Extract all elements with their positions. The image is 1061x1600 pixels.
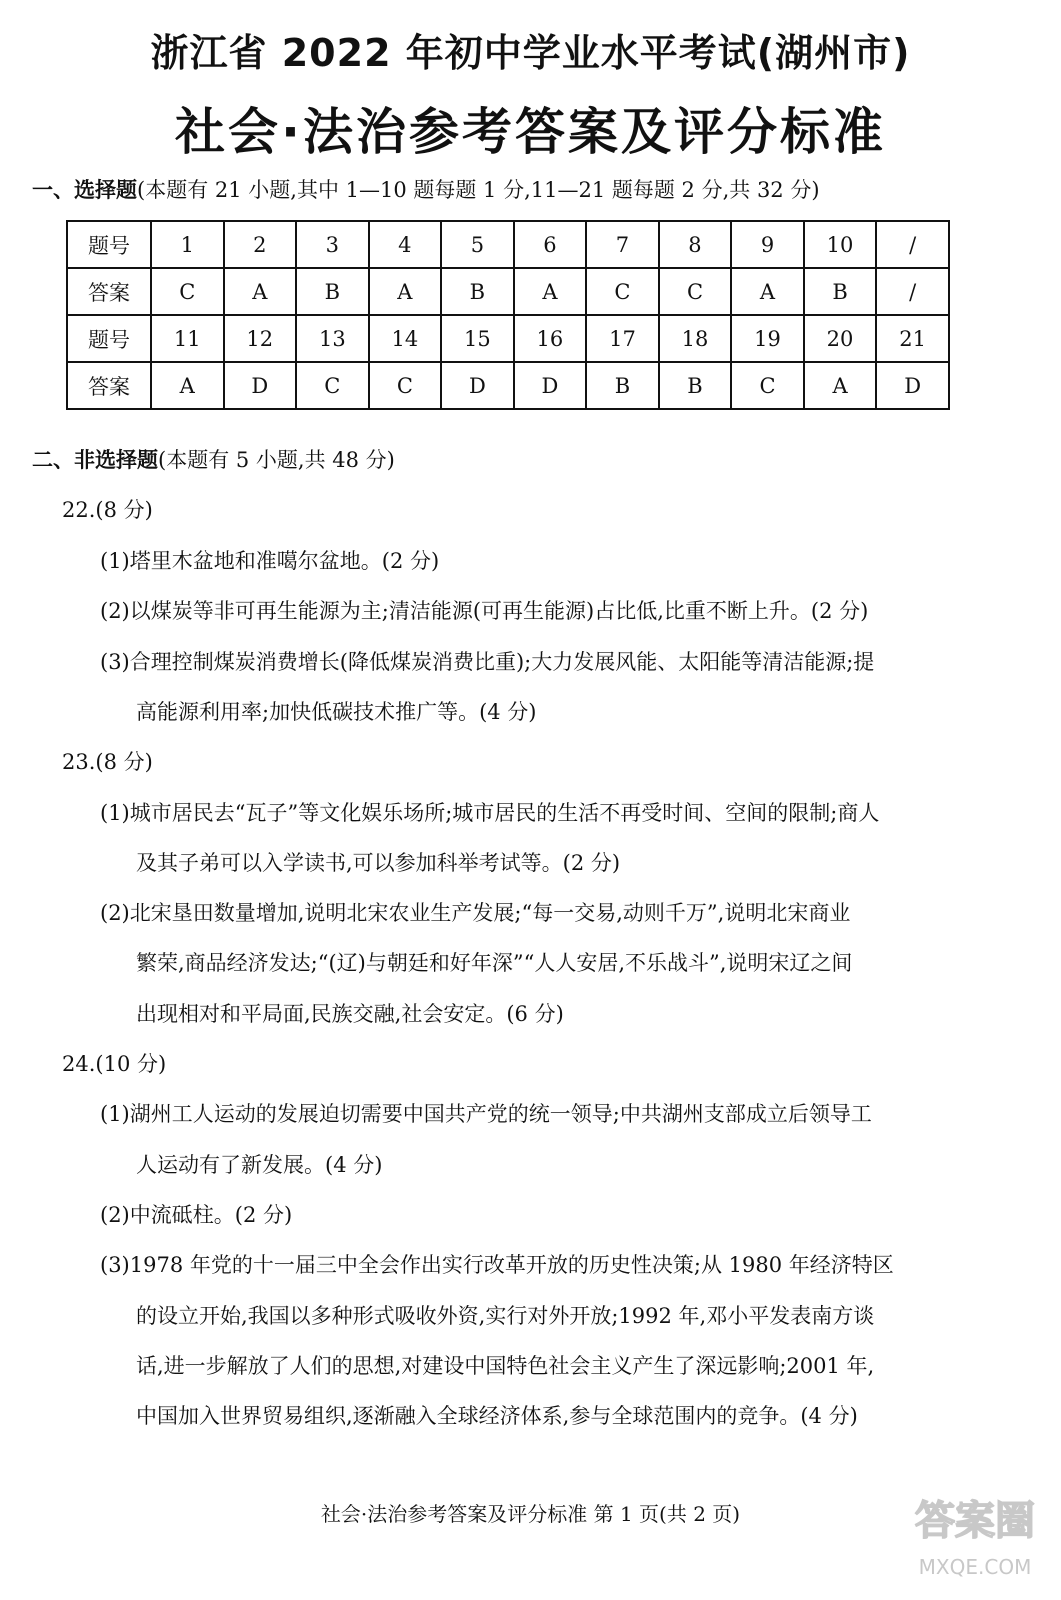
- document-subtitle: 社会·法治参考答案及评分标准: [175, 103, 886, 161]
- answer-table-cell: D: [514, 362, 587, 409]
- answer-table-cell: 6: [514, 221, 587, 268]
- section-nonchoice-title: 二、非选择题: [32, 447, 158, 472]
- section-nonchoice-heading: [32, 444, 395, 474]
- answer-table-cell: A: [514, 268, 587, 315]
- document-title: 浙江省 2022 年初中学业水平考试(湖州市): [150, 31, 911, 75]
- q24-part1-cont: 人运动有了新发展。(4 分): [136, 1153, 383, 1177]
- watermark-logo-text: 答案圈: [915, 1498, 1035, 1544]
- answer-table-row: [67, 221, 949, 268]
- answer-table-row-header: 答案: [67, 268, 151, 315]
- q23-part2-cont1: 繁荣,商品经济发达;“(辽)与朝廷和好年深”“人人安居,不乐战斗”,说明宋辽之间: [136, 951, 853, 975]
- answer-table-cell: C: [659, 268, 732, 315]
- answer-table-cell: 17: [586, 315, 659, 362]
- answer-table-cell: 19: [731, 315, 804, 362]
- answer-table-cell: B: [296, 268, 369, 315]
- watermark-logo-url: MXQE.COM: [918, 1555, 1032, 1579]
- answer-table-cell: C: [586, 268, 659, 315]
- answer-table-cell: C: [151, 268, 224, 315]
- q24-label: 24.(10 分): [62, 1052, 167, 1076]
- answer-table-cell: B: [441, 268, 514, 315]
- q24-part2: (2)中流砥柱。(2 分): [100, 1203, 293, 1227]
- section-choice-title: 一、选择题: [32, 177, 137, 202]
- answer-table-row-header: 题号: [67, 315, 151, 362]
- answer-table-cell: B: [659, 362, 732, 409]
- section-choice-note: (本题有 21 小题,其中 1—10 题每题 1 分,11—21 题每题 2 分,共 32 分): [137, 178, 820, 202]
- answer-table-cell: D: [224, 362, 297, 409]
- answer-table-cell: 9: [731, 221, 804, 268]
- answer-table-cell: C: [731, 362, 804, 409]
- section-choice-heading: [32, 174, 820, 204]
- answer-table-cell: 7: [586, 221, 659, 268]
- q24-part3-cont1: 的设立开始,我国以多种形式吸收外资,实行对外开放;1992 年,邓小平发表南方谈: [136, 1304, 875, 1328]
- answer-table-cell: 21: [876, 315, 949, 362]
- answer-table-cell: A: [224, 268, 297, 315]
- q23-part2-cont2: 出现相对和平局面,民族交融,社会安定。(6 分): [136, 1002, 564, 1026]
- answer-table-cell: 11: [151, 315, 224, 362]
- answer-table-cell: A: [731, 268, 804, 315]
- answer-table-cell: /: [876, 221, 949, 268]
- q23-part1: (1)城市居民去“瓦子”等文化娱乐场所;城市居民的生活不再受时间、空间的限制;商人: [100, 801, 880, 825]
- answer-table-cell: 20: [804, 315, 877, 362]
- answer-table-cell: B: [804, 268, 877, 315]
- q22-part1: (1)塔里木盆地和准噶尔盆地。(2 分): [100, 549, 440, 573]
- answer-table-cell: 10: [804, 221, 877, 268]
- q22-part3: (3)合理控制煤炭消费增长(降低煤炭消费比重);大力发展风能、太阳能等清洁能源;提: [100, 650, 875, 674]
- q22-part2: (2)以煤炭等非可再生能源为主;清洁能源(可再生能源)占比低,比重不断上升。(2 分): [100, 599, 869, 623]
- answer-table-cell: A: [804, 362, 877, 409]
- answer-table-cell: 15: [441, 315, 514, 362]
- answer-table-cell: 13: [296, 315, 369, 362]
- section-nonchoice-note: (本题有 5 小题,共 48 分): [158, 448, 395, 472]
- answer-table-row: [67, 315, 949, 362]
- answer-table-cell: 1: [151, 221, 224, 268]
- answer-table-row: [67, 362, 949, 409]
- answer-table-cell: 3: [296, 221, 369, 268]
- answer-table-cell: 14: [369, 315, 442, 362]
- answer-table-cell: /: [876, 268, 949, 315]
- answer-table-cell: 16: [514, 315, 587, 362]
- answer-table-cell: 8: [659, 221, 732, 268]
- answer-table-cell: A: [369, 268, 442, 315]
- q22-part3-cont: 高能源利用率;加快低碳技术推广等。(4 分): [136, 700, 537, 724]
- answer-table-cell: 2: [224, 221, 297, 268]
- q24-part1: (1)湖州工人运动的发展迫切需要中国共产党的统一领导;中共湖州支部成立后领导工: [100, 1102, 872, 1126]
- q23-label: 23.(8 分): [62, 750, 153, 774]
- answer-table-cell: 18: [659, 315, 732, 362]
- q23-part2: (2)北宋垦田数量增加,说明北宋农业生产发展;“每一交易,动则千万”,说明北宋商业: [100, 901, 851, 925]
- answer-table-cell: C: [296, 362, 369, 409]
- answer-table-cell: D: [876, 362, 949, 409]
- q24-part3-cont3: 中国加入世界贸易组织,逐渐融入全球经济体系,参与全球范围内的竞争。(4 分): [136, 1404, 858, 1428]
- q24-part3-cont2: 话,进一步解放了人们的思想,对建设中国特色社会主义产生了深远影响;2001 年,: [136, 1354, 875, 1378]
- answer-table-cell: B: [586, 362, 659, 409]
- answer-table-row: [67, 268, 949, 315]
- answer-table-cell: 4: [369, 221, 442, 268]
- answer-table-cell: D: [441, 362, 514, 409]
- answer-table-cell: 12: [224, 315, 297, 362]
- answer-table-row-header: 答案: [67, 362, 151, 409]
- watermark-logo: [905, 1478, 1045, 1588]
- answer-table-cell: A: [151, 362, 224, 409]
- answer-table-cell: 5: [441, 221, 514, 268]
- q23-part1-cont: 及其子弟可以入学读书,可以参加科举考试等。(2 分): [136, 851, 621, 875]
- page-footer: 社会·法治参考答案及评分标准 第 1 页(共 2 页): [320, 1502, 741, 1526]
- answer-table: [66, 220, 950, 410]
- q24-part3: (3)1978 年党的十一届三中全会作出实行改革开放的历史性决策;从 1980 年经济特区: [100, 1253, 894, 1277]
- q22-label: 22.(8 分): [62, 498, 153, 522]
- answer-table-row-header: 题号: [67, 221, 151, 268]
- answer-table-cell: C: [369, 362, 442, 409]
